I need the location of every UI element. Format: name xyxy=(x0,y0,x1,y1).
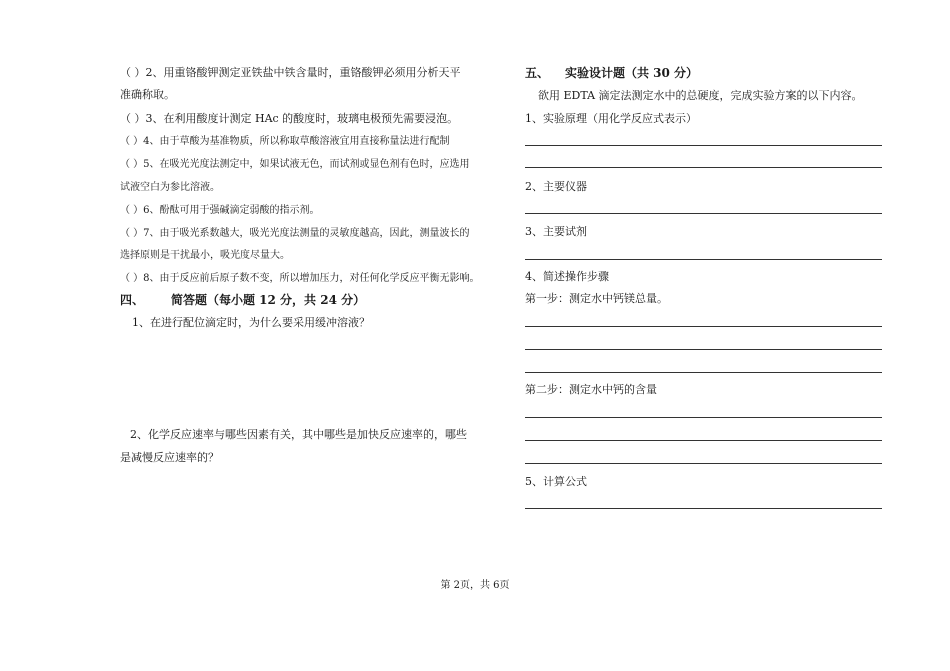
page-number: 第 2页，共 6页 xyxy=(440,580,510,591)
item-5-formula: 5、计算公式 xyxy=(525,475,587,488)
tf-question-7-line2: 选择原则是干扰最小，吸光度尽量大。 xyxy=(120,250,290,261)
tf-question-5-line1: （ ）5、在吸光光度法测定中，如果试液无色，而试剂或显色剂有色时，应选用 xyxy=(120,159,470,170)
answer-line xyxy=(525,508,882,509)
step-1-label: 第一步：测定水中钙镁总量。 xyxy=(525,292,668,305)
short-answer-1: 1、在进行配位滴定时，为什么要采用缓冲溶液？ xyxy=(132,316,370,329)
section-5-number: 五、 xyxy=(525,66,550,80)
section-5-title: 实验设计题（共 30 分） xyxy=(565,66,699,80)
answer-line xyxy=(525,326,882,327)
item-4-procedure: 4、简述操作步骤 xyxy=(525,270,609,283)
answer-line xyxy=(525,213,882,214)
tf-question-2-line2: 准确称取。 xyxy=(120,88,175,101)
answer-line xyxy=(525,145,882,146)
item-2-instruments: 2、主要仪器 xyxy=(525,180,587,193)
tf-question-2-line1: （ ）2、用重铬酸钾测定亚铁盐中铁含量时，重铬酸钾必须用分析天平 xyxy=(120,66,461,79)
tf-question-6: （ ）6、酚酞可用于强碱滴定弱酸的指示剂。 xyxy=(120,205,320,216)
answer-line xyxy=(525,417,882,418)
answer-line xyxy=(525,349,882,350)
answer-line xyxy=(525,440,882,441)
answer-line xyxy=(525,167,882,168)
experiment-intro: 欲用 EDTA 滴定法测定水中的总硬度，完成实验方案的以下内容。 xyxy=(538,89,863,102)
short-answer-2-line1: 2、化学反应速率与哪些因素有关，其中哪些是加快反应速率的，哪些 xyxy=(130,428,467,441)
answer-line xyxy=(525,463,882,464)
tf-question-4: （ ）4、由于草酸为基准物质，所以称取草酸溶液宜用直接称量法进行配制 xyxy=(120,136,450,147)
tf-question-3: （ ）3、在利用酸度计测定 HAc 的酸度时，玻璃电极预先需要浸泡。 xyxy=(120,112,459,125)
tf-question-8: （ ）8、由于反应前后原子数不变，所以增加压力，对任何化学反应平衡无影响。 xyxy=(120,273,480,284)
tf-question-5-line2: 试液空白为参比溶液。 xyxy=(120,182,220,193)
answer-line xyxy=(525,259,882,260)
tf-question-7-line1: （ ）7、由于吸光系数越大，吸光光度法测量的灵敏度越高，因此，测量波长的 xyxy=(120,228,470,239)
step-2-label: 第二步：测定水中钙的含量 xyxy=(525,383,657,396)
short-answer-2-line2: 是减慢反应速率的？ xyxy=(120,451,219,464)
item-1-principle: 1、实验原理（用化学反应式表示） xyxy=(525,112,697,125)
section-4-number: 四、 xyxy=(120,293,145,307)
section-4-title: 简答题（每小题 12 分，共 24 分） xyxy=(171,293,366,307)
item-3-reagents: 3、主要试剂 xyxy=(525,225,587,238)
answer-line xyxy=(525,372,882,373)
